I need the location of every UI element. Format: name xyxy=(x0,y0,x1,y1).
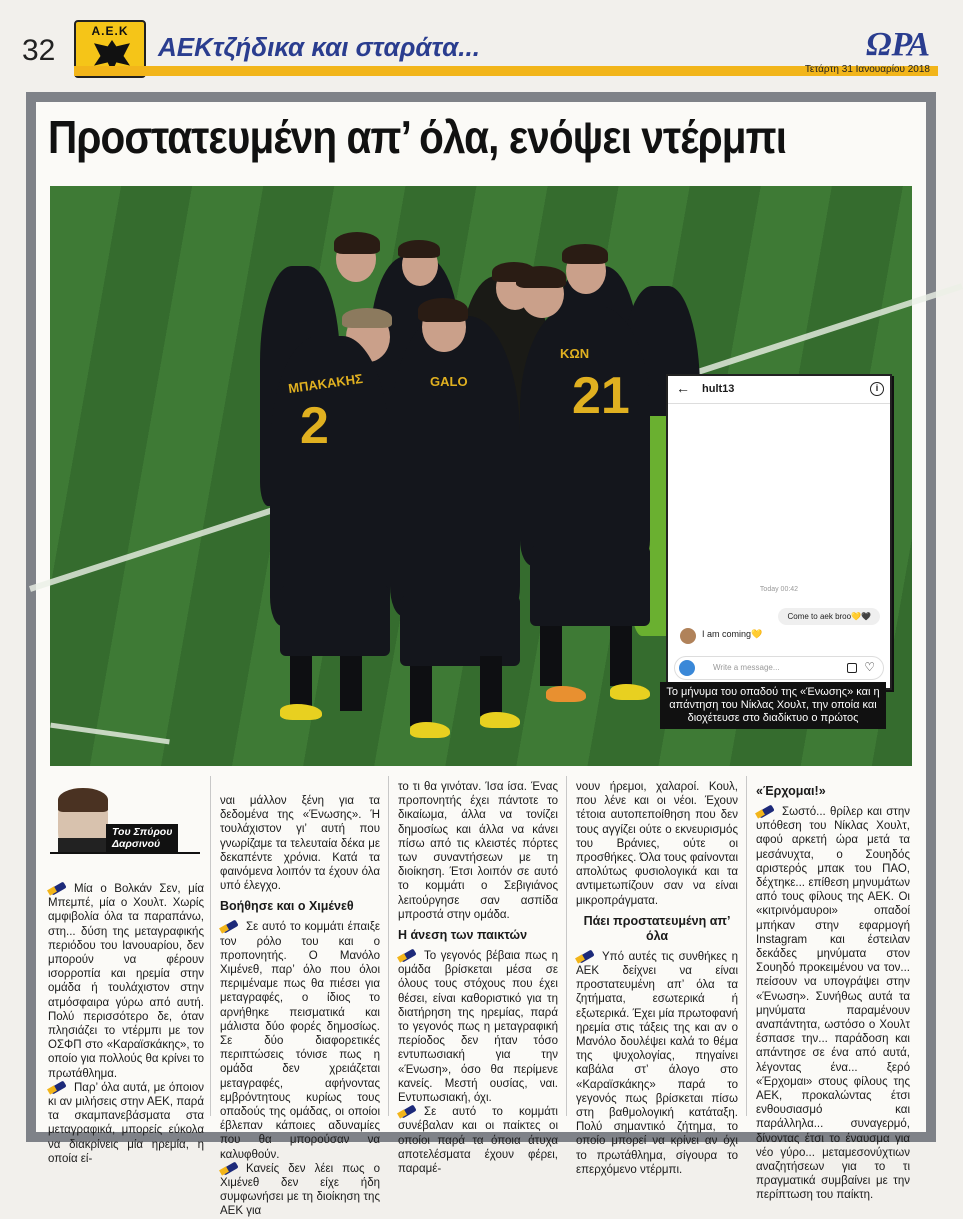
column-divider xyxy=(210,776,211,1116)
author-name-line1: Του Σπύρου xyxy=(112,826,173,838)
player-front-center xyxy=(390,316,520,616)
message-input xyxy=(674,656,884,680)
column-divider xyxy=(566,776,567,1116)
dm-timestamp: Today 00:42 xyxy=(759,586,799,593)
column-divider xyxy=(746,776,747,1116)
article-column-1 xyxy=(48,882,204,1166)
article-headline: Προστατευμένη απ’ όλα, ενόψει ντέρμπι xyxy=(48,111,787,163)
player-boot xyxy=(546,686,586,702)
paragraph-text: Σωστό... θρίλερ και στην υπόθεση του Νίκλας Χουλτ, αφού αρκετή ώρα μετά τα μεσάνυχτα, ο Σουηδός αριστερός μπακ του ΠΑΟ, δέχτηκε... επίθεση μηνυμάτων από τους φίλους της ΑΕΚ. Οι «κιτρινόμαυροι» οπαδοί μπήκαν στην εφαρμογή Instagram και έστειλαν δεκάδες μηνύματα στον Σουηδό προκειμένου να τον... πείσουν να υπογράψει στην «Ένωση». Συνήθως αυτά τα μηνύματα παραμένουν αναπάντητα, ωστόσο ο Χουλτ έσπασε την... παράδοση και απάντησε σε ένα από αυτά, λέγοντας ένα... ξερό «Έρχομαι» στους φίλους της ΑΕΚ, προκαλώντας έτσι ενθουσιασμό και παράλληλα... συναγερμό, δίνοντας έτσι το έναυσμα για νέο γύρο... μεταμεσονύχτιων αναζητήσεων για το τι πραγματικά συμβαίνει με την περίπτωση του παίκτη. xyxy=(756,806,910,1202)
player-shorts xyxy=(530,546,650,626)
article-column-4 xyxy=(576,780,738,1177)
pen-icon xyxy=(48,1081,68,1093)
pen-icon xyxy=(398,949,418,961)
avatar xyxy=(680,628,696,644)
page-number: 32 xyxy=(22,34,56,67)
paragraph-text: Μία ο Βολκάν Σεν, μία Μπεμπέ, μία ο Χουλτ. Χωρίς αμφιβολία όλα τα παραπάνω, στη... δύση της μεταγραφικής περιόδου του Ιανουαρίου, δεν μπορούν να φέρουν ισορροπία και ηρεμία στην ομάδα ή τουλάχιστον στην ατμόσφαιρα γύρω από αυτή. Πολύ περισσότερο δε, όταν πλησιάζει το ντέρμπι με τον ΟΣΦΠ στο «Καραϊσκάκης», το οποίο για πολλούς θα κρίνει το πρωτάθλημα. xyxy=(48,883,204,1080)
logo-text: Α.Ε.Κ xyxy=(91,24,129,38)
jersey-name: ΜΠΑΚΑΚΗΣ xyxy=(287,370,364,397)
player-sock xyxy=(480,656,502,716)
player-sock xyxy=(610,626,632,686)
subheading: Βοήθησε και ο Χιμένεθ xyxy=(220,899,354,914)
paragraph xyxy=(48,1081,204,1166)
player-sock xyxy=(540,626,562,686)
page-header xyxy=(0,0,960,82)
article-column-2 xyxy=(220,794,380,1219)
player-sock xyxy=(340,656,362,711)
subheading: Πάει προστατευμένη απ’ όλα xyxy=(583,913,731,943)
article-column-5 xyxy=(756,778,910,1203)
info-icon: i xyxy=(870,382,884,396)
section-title: ΑΕΚτζήδικα και σταράτα... xyxy=(158,32,480,62)
paragraph-text: Παρ’ όλα αυτά, με όποιον κι αν μιλήσεις στην ΑΕΚ, παρά τα σκαμπανεβάσματα στα μεταγραφικά, μπορείς εύκολα να διακρίνεις μία ηρεμία, η οποία εί- xyxy=(48,1081,204,1165)
author-name-line2: Δαρσινού xyxy=(112,838,161,850)
player-hair xyxy=(398,240,440,258)
player-hair xyxy=(342,308,392,328)
dm-header xyxy=(668,376,890,404)
jersey-name: GALO xyxy=(430,374,468,389)
incoming-message: I am coming💛 xyxy=(702,629,763,639)
instagram-dm-screenshot xyxy=(666,374,892,690)
gallery-icon xyxy=(847,663,857,673)
article-column-3 xyxy=(398,780,558,1176)
paragraph xyxy=(220,920,380,1161)
player-boot xyxy=(480,712,520,728)
newspaper-brand: ΩΡΑ xyxy=(866,26,930,63)
player-hair xyxy=(516,266,566,288)
player-hair xyxy=(418,298,468,322)
paragraph-text: Το γεγονός βέβαια πως η ομάδα βρίσκεται μέσα σε όλους τους στόχους που έχει θέσει, είναι καθοριστικό για τη διατήρηση της ηρεμίας, παρά το γεγονός πως η μεταγραφική περίοδος δεν ήταν τόσο εντυπωσιακή για την «Ένωση», όσο θα περίμενε κανείς. Μεστή ουσίας, ναι. Εντυπωσιακή, όχι. xyxy=(398,950,558,1105)
pitch-line xyxy=(50,723,170,745)
pen-icon xyxy=(220,1162,240,1174)
camera-icon xyxy=(679,660,695,676)
paragraph xyxy=(48,882,204,1081)
pen-icon xyxy=(48,882,68,894)
player-front-right xyxy=(520,306,650,566)
player-boot xyxy=(610,684,650,700)
player-boot xyxy=(280,704,322,720)
jersey-number: 21 xyxy=(572,367,630,425)
pen-icon xyxy=(220,920,240,932)
pen-icon xyxy=(756,805,776,817)
author-photo xyxy=(58,788,108,852)
player-boot xyxy=(410,722,450,738)
heart-icon: ♡ xyxy=(864,660,875,674)
issue-date: Τετάρτη 31 Ιανουαρίου 2018 xyxy=(804,64,930,75)
author-name xyxy=(106,824,178,852)
jersey-number: 2 xyxy=(300,397,329,455)
outgoing-message: Come to aek broo💛🖤 xyxy=(778,608,880,625)
author-byline xyxy=(50,780,200,860)
player-hair xyxy=(562,244,608,264)
player-sock xyxy=(410,666,432,726)
jersey-name: ΚΩΝ xyxy=(560,346,590,361)
photo-caption: Το μήνυμα του οπαδού της «Ένωσης» και η απάντηση του Νίκλας Χουλτ, την οποία και διοχέτευσε στο διαδίκτυο ο πρώτος xyxy=(660,682,886,729)
paragraph-text: Σε αυτό το κομμάτι έπαιξε τον ρόλο του και ο προπονητής. Ο Μανόλο Χιμένεθ, παρ’ όλο που όλοι περιμέναμε πως θα πιέσει για μεταγραφές, ο ίδιος το αρνήθηκε πεισματικά και μάλιστα δύο φορές δημοσίως. Σε δύο διαφορετικές περιπτώσεις τόνισε πως η ομάδα δεν χρειάζεται μεταγραφές, αφήνοντας εμβρόντητους κυρίως τους οπαδούς της ομάδας, οι οποίοι έβλεπαν κάποιες αδυναμίες που θα μπορούσαν να καλυφθούν. xyxy=(220,921,380,1161)
player-hair xyxy=(334,232,380,254)
paragraph: ναι μάλλον ξένη για τα δεδομένα της «Ένωσης». Ή τουλάχιστον γι’ αυτή που γνωρίζαμε τα τελευταία δέκα με δεκαπέντε χρόνια. Κατά τα φαινόμενα λοιπόν τα έχουν όλα υπό έλεγχο. xyxy=(220,795,380,893)
dm-username: hult13 xyxy=(702,383,735,395)
author-rule xyxy=(50,852,200,854)
paragraph-text: Υπό αυτές τις συνθήκες η ΑΕΚ δείχνει να είναι προστατευμένη απ’ όλα τα ζητήματα, εσωτερικά ή εξωτερικά. Έχει μία πρωτοφανή ηρεμία στις τάξεις της και αν ο Μανόλο δουλέψει καλά το θέμα της ψυχολογίας, πηγαίνει καβάλα στ’ άλογο στο «Καραϊσκάκης» παρά το γεγονός πως βρίσκεται πίσω στη βαθμολογική κατάταξη. Πολύ σημαντικό ζήτημα, το οποίο μπορεί να κρίνει αν όχι το πρωτάθλημα, σίγουρα το επερχόμενο ντέρμπι. xyxy=(576,950,738,1176)
paragraph xyxy=(576,950,738,1177)
paragraph xyxy=(398,1105,558,1176)
player-shorts xyxy=(280,586,390,656)
paragraph xyxy=(756,805,910,1203)
subheading: Η άνεση των παικτών xyxy=(398,928,528,943)
column-divider xyxy=(388,776,389,1116)
subheading: «Έρχομαι!» xyxy=(756,784,826,798)
message-placeholder: Write a message... xyxy=(713,663,780,672)
paragraph xyxy=(398,949,558,1105)
paragraph-text: Σε αυτό το κομμάτι συνέβαλαν και οι παίκτες οι οποίοι παρά τα όποια άτυχα αποτελέσματα έχουν φέρει, παραμέ- xyxy=(398,1106,558,1176)
paragraph: νουν ήρεμοι, χαλαροί. Κουλ, που λένε και οι νέοι. Έχουν τέτοια αυτοπεποίθηση που δεν τους αγγίζει ούτε ο εκνευρισμός του Βράνιες, ούτε οι προσθήκες. Όλα τους φαίνονται απολύτως φυσιολογικά και τα αντιμετωπίζουν σαν να είναι μικροπράγματα. xyxy=(576,781,738,907)
paragraph-text: Κανείς δεν λέει πως ο Χιμένεθ δεν είχε ήδη συμφωνήσει με τη διοίκηση της ΑΕΚ για xyxy=(220,1162,380,1218)
player-shorts xyxy=(400,596,520,666)
paragraph: το τι θα γινόταν. Ίσα ίσα. Ένας προπονητής έχει πάντοτε το δικαίωμα, άλλα να τονίζει δημοσίως και άλλα να κάνει πίσω από τις κλειστές πόρτες των συναντήσεων με τη διοίκηση. Έτσι λοιπόν σε αυτό το κομμάτι ο Σεβιγιάνος λειτούργησε σαν ασπίδα μπροστά στην ομάδα. xyxy=(398,781,558,921)
paragraph xyxy=(220,1162,380,1219)
pen-icon xyxy=(398,1105,418,1117)
pen-icon xyxy=(576,950,596,962)
back-arrow-icon: ← xyxy=(676,380,690,396)
